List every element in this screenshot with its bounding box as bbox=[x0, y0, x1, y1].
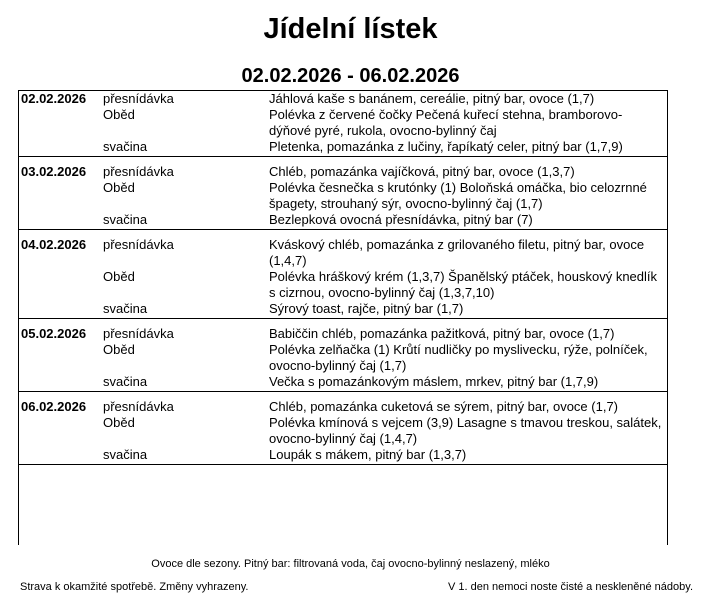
meal-dish: Polévka hráškový krém (1,3,7) Španělský ptáček, houskový knedlík s cizrnou, ovocno-bylinný čaj (1,3,7,10) bbox=[269, 269, 658, 300]
day-separator bbox=[19, 464, 667, 465]
meal-row bbox=[19, 447, 667, 463]
day-date: 02.02.2026 bbox=[21, 91, 87, 106]
day-separator bbox=[19, 391, 667, 392]
meal-dish: Bezlepková ovocná přesnídávka, pitný bar (7) bbox=[269, 212, 533, 227]
day-date bbox=[19, 180, 101, 212]
meal-dish: Polévka z červené čočky Pečená kuřecí stehna, bramborovo-dýňové pyré, rukola, ovocno-bylinný čaj bbox=[269, 107, 623, 138]
meal-label: svačina bbox=[103, 301, 148, 316]
meal-row bbox=[19, 415, 667, 447]
meal-row bbox=[19, 399, 667, 415]
meal-dish: Chléb, pomazánka cuketová se sýrem, pitný bar, ovoce (1,7) bbox=[269, 399, 619, 414]
meal-dish: Pletenka, pomazánka z lučiny, řapíkatý celer, pitný bar (1,7,9) bbox=[269, 139, 623, 154]
day-block bbox=[19, 91, 667, 157]
footer-note: Ovoce dle sezony. Pitný bar: filtrovaná voda, čaj ovocno-bylinný neslazený, mléko bbox=[151, 558, 550, 570]
day-block bbox=[19, 164, 667, 230]
day-date: 06.02.2026 bbox=[21, 399, 87, 414]
day-block bbox=[19, 399, 667, 465]
meal-label: Oběd bbox=[103, 269, 135, 284]
meal-dish: Jáhlová kaše s banánem, cereálie, pitný bar, ovoce (1,7) bbox=[269, 91, 595, 106]
day-date bbox=[19, 139, 101, 155]
meal-dish: Kváskový chléb, pomazánka z grilovaného filetu, pitný bar, ovoce (1,4,7) bbox=[269, 237, 645, 268]
meal-label: Oběd bbox=[103, 415, 135, 430]
day-date: 03.02.2026 bbox=[21, 164, 87, 179]
footer-left: Strava k okamžité spotřebě. Změny vyhrazeny. bbox=[20, 581, 249, 593]
meal-dish: Polévka zelňačka (1) Krůtí nudličky po myslivecku, rýže, polníček, ovocno-bylinný čaj (1,7) bbox=[269, 342, 648, 373]
meal-row bbox=[19, 342, 667, 374]
meal-row bbox=[19, 326, 667, 342]
meal-label: přesnídávka bbox=[103, 326, 174, 341]
meal-row bbox=[19, 374, 667, 390]
day-date bbox=[19, 107, 101, 139]
meal-label: přesnídávka bbox=[103, 164, 174, 179]
meal-dish: Chléb, pomazánka vajíčková, pitný bar, ovoce (1,3,7) bbox=[269, 164, 575, 179]
meal-label: Oběd bbox=[103, 180, 135, 195]
meal-dish: Večka s pomazánkovým máslem, mrkev, pitný bar (1,7,9) bbox=[269, 374, 599, 389]
day-block bbox=[19, 326, 667, 392]
meal-label: Oběd bbox=[103, 107, 135, 122]
menu-table bbox=[18, 90, 668, 545]
meal-label: přesnídávka bbox=[103, 91, 174, 106]
day-block bbox=[19, 237, 667, 319]
day-date bbox=[19, 447, 101, 463]
meal-dish: Sýrový toast, rajče, pitný bar (1,7) bbox=[269, 301, 464, 316]
meal-label: svačina bbox=[103, 374, 148, 389]
meal-label: přesnídávka bbox=[103, 399, 174, 414]
meal-row bbox=[19, 107, 667, 139]
day-date bbox=[19, 269, 101, 301]
meal-label: svačina bbox=[103, 139, 148, 154]
meal-label: Oběd bbox=[103, 342, 135, 357]
meal-label: přesnídávka bbox=[103, 237, 174, 252]
day-date: 05.02.2026 bbox=[21, 326, 87, 341]
day-date bbox=[19, 342, 101, 374]
meal-row bbox=[19, 139, 667, 155]
meal-row bbox=[19, 91, 667, 107]
day-date bbox=[19, 212, 101, 228]
meal-row bbox=[19, 301, 667, 317]
meal-row bbox=[19, 180, 667, 212]
day-separator bbox=[19, 229, 667, 230]
page-title: Jídelní lístek bbox=[263, 13, 438, 45]
day-separator bbox=[19, 318, 667, 319]
meal-row bbox=[19, 212, 667, 228]
meal-dish: Loupák s mákem, pitný bar (1,3,7) bbox=[269, 447, 467, 462]
meal-dish: Polévka kmínová s vejcem (3,9) Lasagne s tmavou treskou, salátek, ovocno-bylinný čaj (1,4,7) bbox=[269, 415, 662, 446]
meal-label: svačina bbox=[103, 212, 148, 227]
menu-period: 02.02.2026 - 06.02.2026 bbox=[241, 65, 460, 87]
meal-dish: Polévka česnečka s krutónky (1) Boloňská omáčka, bio celozrnné špagety, strouhaný sýr, ovocno-bylinný čaj (1,7) bbox=[269, 180, 647, 211]
footer-right: V 1. den nemoci noste čisté a neskleněné nádoby. bbox=[447, 581, 693, 593]
meal-dish: Babiččin chléb, pomazánka pažitková, pitný bar, ovoce (1,7) bbox=[269, 326, 615, 341]
meal-row bbox=[19, 269, 667, 301]
day-separator bbox=[19, 156, 667, 157]
day-date bbox=[19, 374, 101, 390]
meal-label: svačina bbox=[103, 447, 148, 462]
meal-row bbox=[19, 237, 667, 269]
day-date bbox=[19, 415, 101, 447]
day-date: 04.02.2026 bbox=[21, 237, 87, 252]
meal-row bbox=[19, 164, 667, 180]
day-date bbox=[19, 301, 101, 317]
